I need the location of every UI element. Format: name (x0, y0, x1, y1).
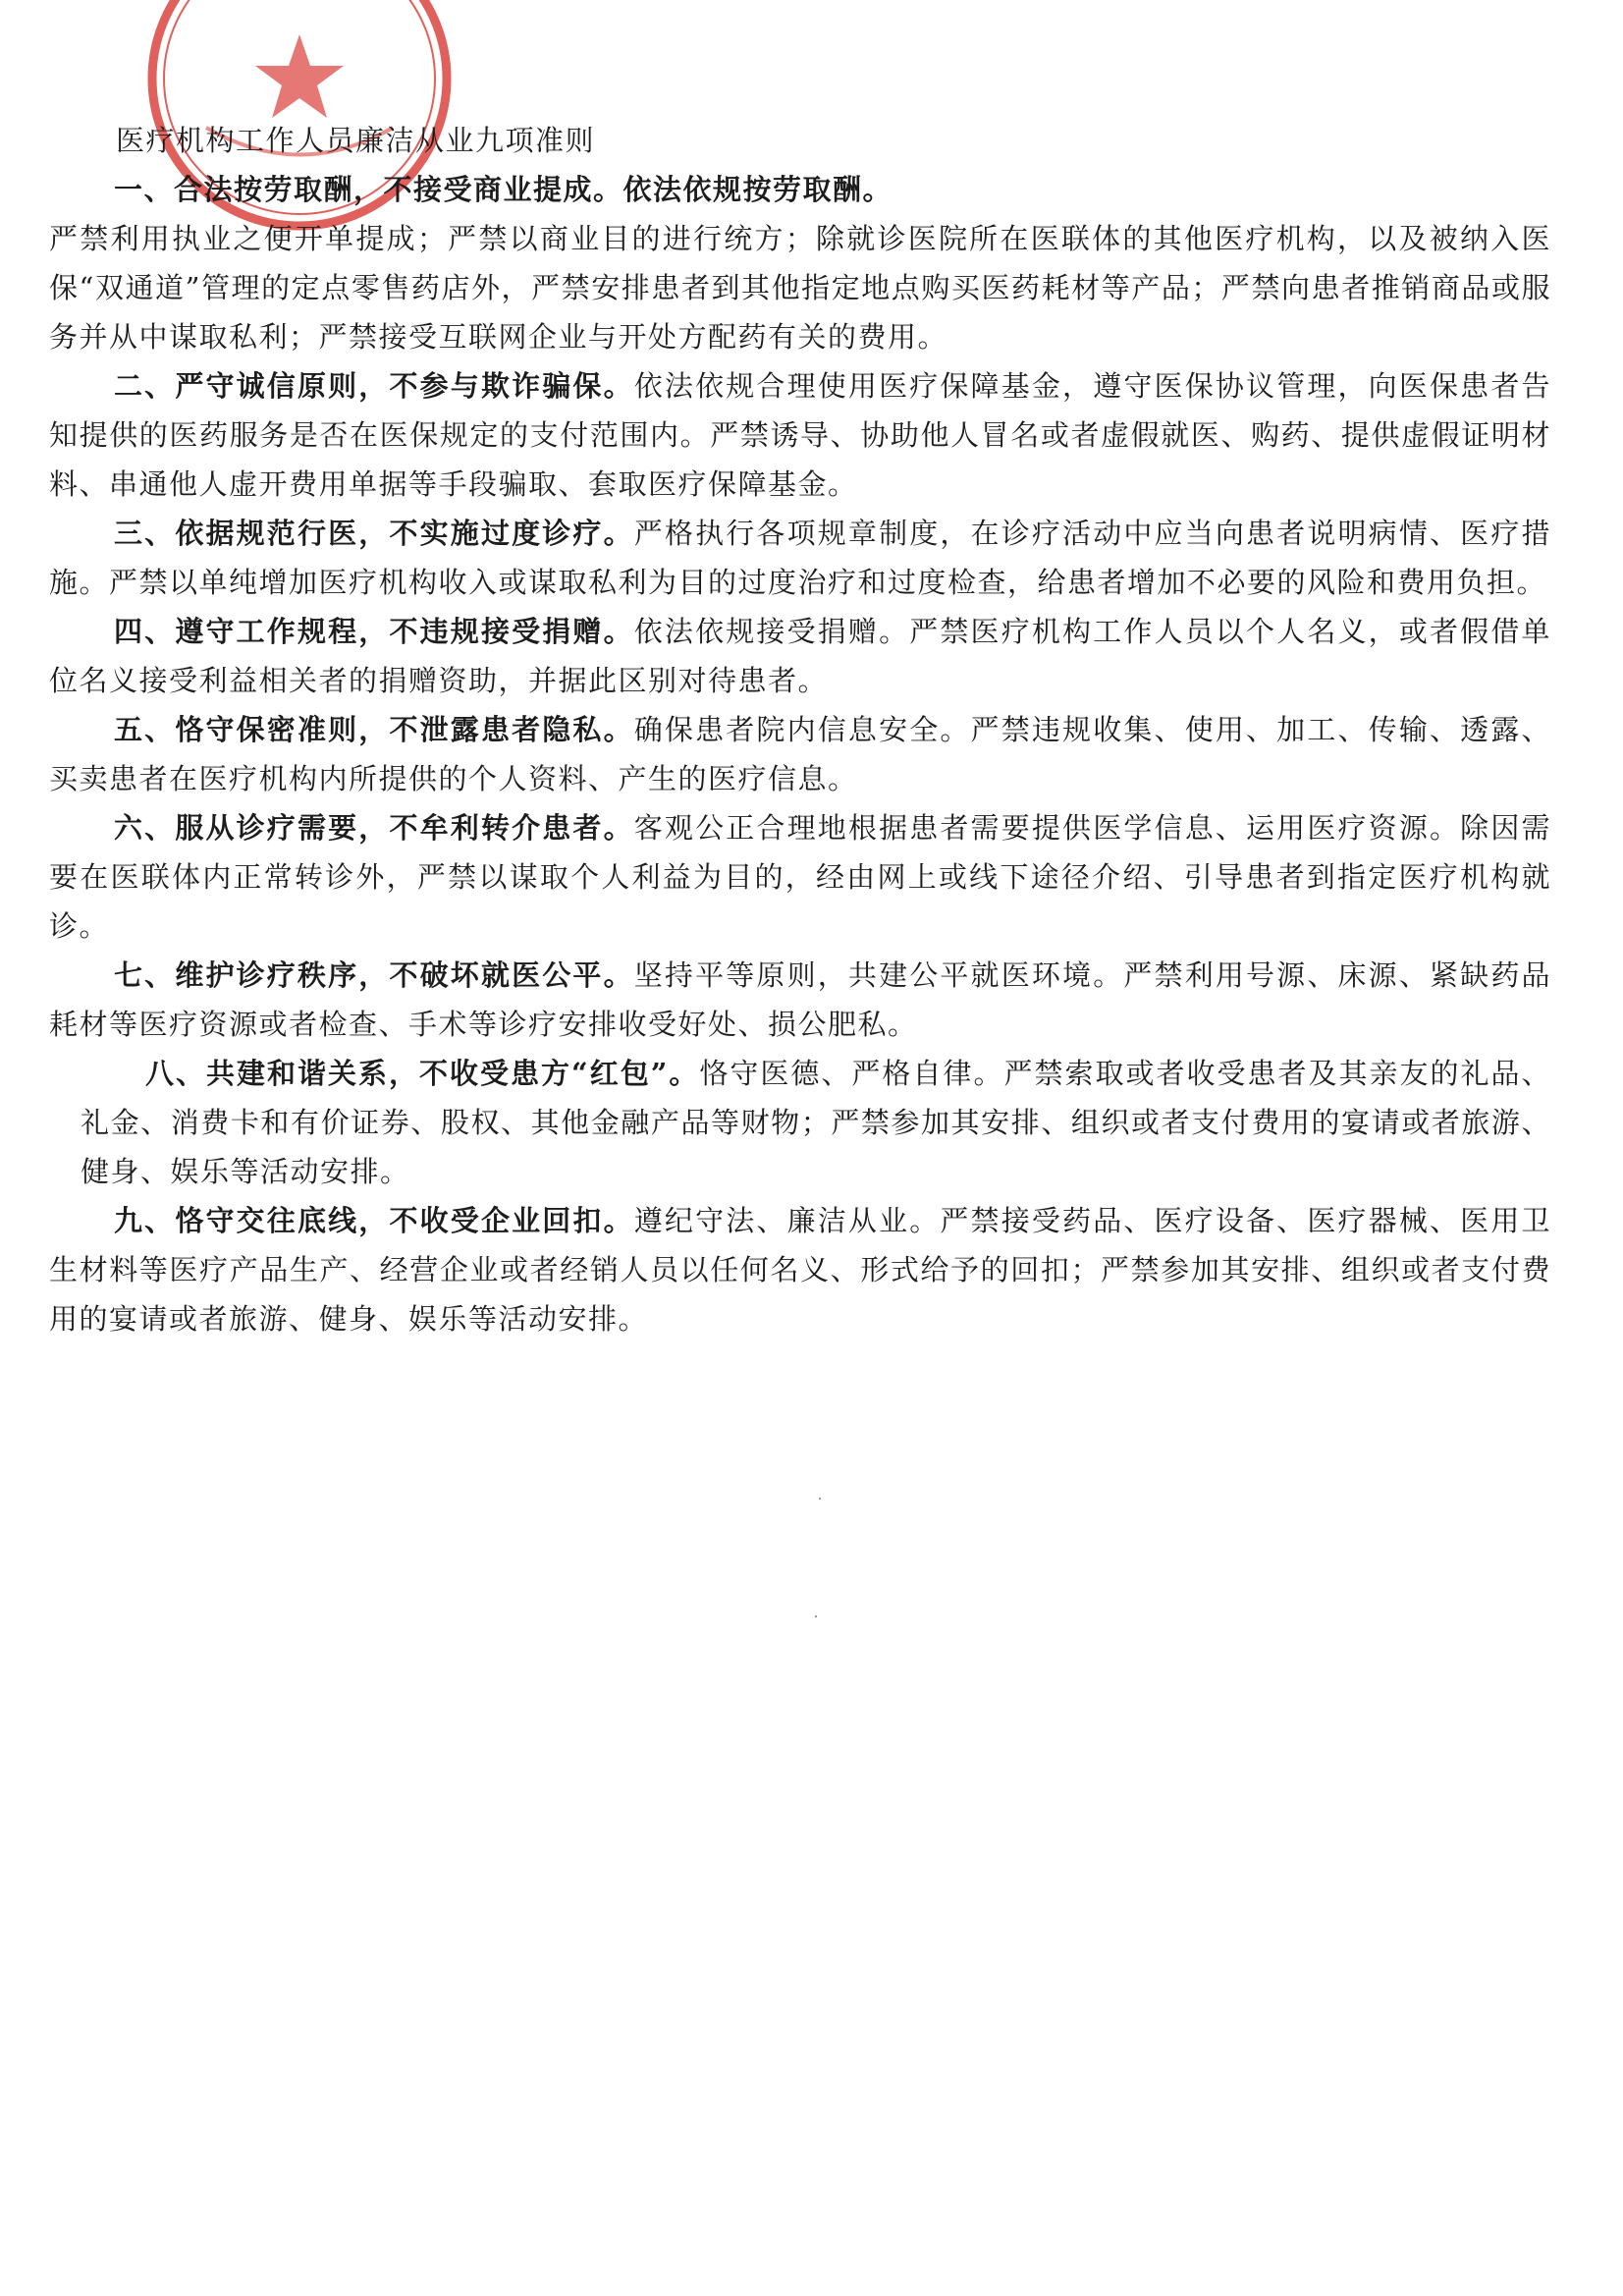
rule-text: 遵纪守法、廉洁从业。严禁接受药品、医疗设备、医疗器械、医用卫生材料等医疗产品生产、经营企业或者经销人员以任何名义、形式给予的回扣；严禁参加其安排、组织或者支付费用的宴请或者旅游、健身、娱乐等活动安排。 (49, 1204, 1551, 1336)
document-body (49, 116, 1551, 1343)
rule-item (49, 1049, 1551, 1196)
scan-speck (815, 1615, 817, 1617)
rule-text: 确保患者院内信息安全。严禁违规收集、使用、加工、传输、透露、买卖患者在医疗机构内所提供的个人资料、产生的医疗信息。 (49, 713, 1551, 795)
rule-title: 五、恪守保密准则，不泄露患者隐私。 (114, 713, 634, 746)
rule-text: 客观公正合理地根据患者需要提供医学信息、运用医疗资源。除因需要在医联体内正常转诊外，严禁以谋取个人利益为目的，经由网上或线下途径介绍、引导患者到指定医疗机构就诊。 (49, 811, 1551, 943)
rule-item (49, 509, 1551, 607)
rule-item (49, 165, 1551, 361)
scan-speck (819, 1498, 821, 1500)
document-title: 医疗机构工作人员廉洁从业九项准则 (116, 124, 596, 157)
rule-title: 七、维护诊疗秩序，不破坏就医公平。 (114, 958, 634, 992)
rule-text: 依法依规合理使用医疗保障基金，遵守医保协议管理，向医保患者告知提供的医药服务是否在医保规定的支付范围内。严禁诱导、协助他人冒名或者虚假就医、购药、提供虚假证明材料、串通他人虚开费用单据等手段骗取、套取医疗保障基金。 (49, 369, 1551, 501)
rule-text: 严格执行各项规章制度，在诊疗活动中应当向患者说明病情、医疗措施。严禁以单纯增加医疗机构收入或谋取私利为目的过度治疗和过度检查，给患者增加不必要的风险和费用负担。 (49, 517, 1551, 599)
rule-title: 六、服从诊疗需要，不牟利转介患者。 (114, 811, 634, 845)
rule-item (49, 607, 1551, 705)
rule-title: 四、遵守工作规程，不违规接受捐赠。 (114, 615, 634, 648)
rule-item (49, 951, 1551, 1049)
rule-title: 三、依据规范行医，不实施过度诊疗。 (114, 517, 634, 550)
rule-text: 严禁利用执业之便开单提成；严禁以商业目的进行统方；除就诊医院所在医联体的其他医疗机构，以及被纳入医保“双通道”管理的定点零售药店外，严禁安排患者到其他指定地点购买医药耗材等产品；严禁向患者推销商品或服务并从中谋取私利；严禁接受互联网企业与开处方配药有关的费用。 (49, 222, 1551, 354)
rule-title: 八、共建和谐关系，不收受患方“红包”。 (145, 1057, 700, 1090)
rule-text: 坚持平等原则，共建公平就医环境。严禁利用号源、床源、紧缺药品耗材等医疗资源或者检查、手术等诊疗安排收受好处、损公肥私。 (49, 958, 1551, 1041)
rule-title: 九、恪守交往底线，不收受企业回扣。 (114, 1204, 634, 1237)
rule-item (49, 1196, 1551, 1343)
rule-item (49, 803, 1551, 951)
rule-item (49, 705, 1551, 803)
rule-text: 依法依规接受捐赠。严禁医疗机构工作人员以个人名义，或者假借单位名义接受利益相关者的捐赠资助，并据此区别对待患者。 (49, 615, 1551, 697)
seal-star-icon (255, 34, 344, 118)
rule-item (49, 361, 1551, 509)
rule-text: 恪守医德、严格自律。严禁索取或者收受患者及其亲友的礼品、礼金、消费卡和有价证券、股权、其他金融产品等财物；严禁参加其安排、组织或者支付费用的宴请或者旅游、健身、娱乐等活动安排。 (81, 1057, 1551, 1188)
rule-title: 一、合法按劳取酬，不接受商业提成。依法依规按劳取酬。 (114, 173, 893, 206)
rule-title: 二、严守诚信原则，不参与欺诈骗保。 (114, 369, 634, 403)
